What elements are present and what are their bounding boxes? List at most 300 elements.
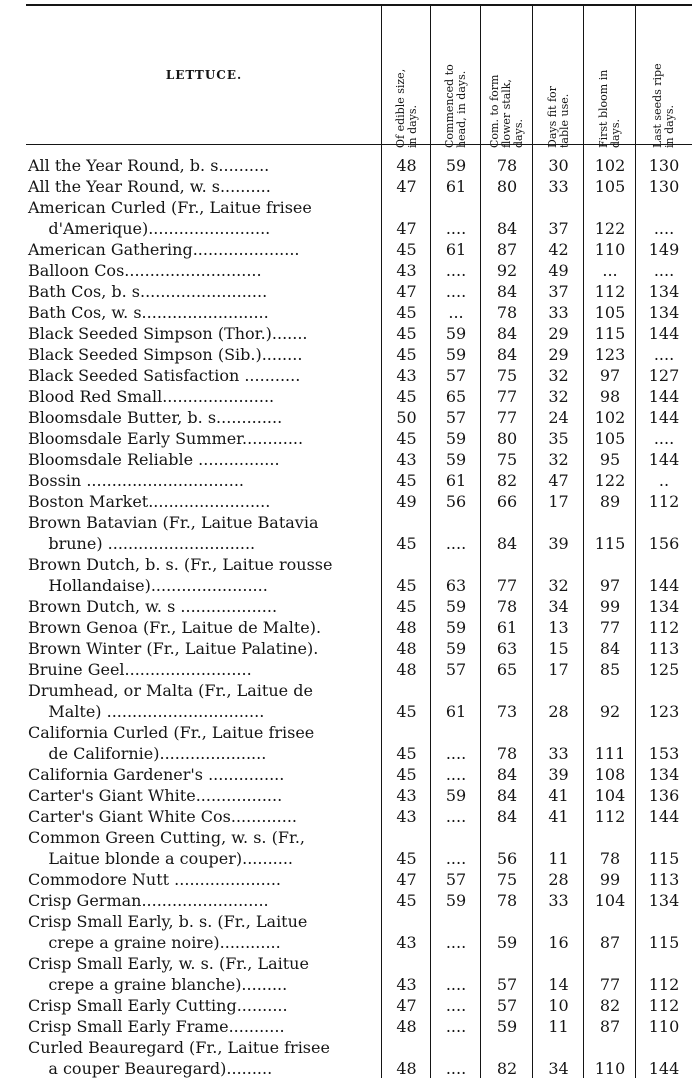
cell-head: 59 (445, 345, 467, 364)
cell-bloom: 87 (599, 1017, 621, 1036)
table-row (26, 155, 692, 176)
table-row (26, 1037, 692, 1079)
cell-seeds: .... (653, 219, 675, 238)
variety-name-line: Drumhead, or Malta (Fr., Laitue de (28, 681, 313, 700)
variety-name-line: California Curled (Fr., Laitue frisee (28, 723, 315, 742)
variety-name (28, 869, 376, 890)
cell-table: 33 (548, 891, 569, 910)
cell-table: 39 (548, 534, 569, 553)
cell-seeds: 149 (648, 240, 680, 259)
variety-name (28, 386, 376, 407)
cell-seeds: 130 (648, 156, 680, 175)
variety-name (28, 449, 376, 470)
cell-stalk: 77 (496, 387, 518, 406)
cell-edible: 45 (396, 345, 417, 364)
variety-name (28, 197, 376, 239)
variety-name (28, 659, 376, 680)
cell-seeds: 153 (648, 744, 680, 763)
variety-name (28, 638, 376, 659)
column-header-line: Last seeds ripe (651, 63, 664, 148)
cell-table: 30 (548, 156, 569, 175)
variety-name-line: All the Year Round, b. s.......... (28, 156, 270, 175)
variety-name (28, 260, 376, 281)
cell-head: .... (445, 261, 467, 280)
variety-name-line: American Curled (Fr., Laitue frisee (28, 198, 312, 217)
cell-edible: 43 (396, 366, 417, 385)
variety-name (28, 155, 376, 176)
cell-stalk: 78 (496, 303, 518, 322)
cell-head: 59 (445, 324, 467, 343)
variety-name (28, 281, 376, 302)
cell-head: 57 (445, 366, 467, 385)
cell-seeds: 123 (648, 702, 680, 721)
cell-edible: 43 (396, 786, 417, 805)
cell-seeds: 144 (648, 450, 680, 469)
cell-stalk: 82 (496, 471, 518, 490)
cell-table: 16 (548, 933, 569, 952)
cell-head: 63 (445, 576, 467, 595)
cell-bloom: 95 (599, 450, 621, 469)
table-row (26, 197, 692, 239)
variety-name (28, 953, 376, 995)
cell-stalk: 63 (496, 639, 518, 658)
variety-name-line: Crisp Small Early Cutting.......... (28, 996, 288, 1015)
cell-head: .... (445, 1017, 467, 1036)
variety-name-line: crepe a graine blanche)......... (28, 975, 288, 994)
cell-bloom: 99 (599, 870, 621, 889)
cell-seeds: 113 (648, 639, 680, 658)
cell-bloom: 102 (594, 408, 626, 427)
cell-seeds: .... (653, 345, 675, 364)
cell-head: ... (448, 303, 464, 322)
cell-head: 59 (445, 156, 467, 175)
cell-head: 59 (445, 891, 467, 910)
variety-name-line: Hollandaise)....................... (28, 576, 268, 595)
cell-table: 32 (548, 387, 569, 406)
cell-seeds: .... (653, 261, 675, 280)
cell-stalk: 75 (496, 870, 518, 889)
cell-head: 59 (445, 429, 467, 448)
cell-table: 37 (548, 219, 569, 238)
cell-edible: 45 (396, 387, 417, 406)
cell-stalk: 84 (496, 324, 518, 343)
variety-name-line: Bossin ............................... (28, 471, 244, 490)
cell-seeds: 115 (648, 933, 680, 952)
cell-stalk: 57 (496, 975, 518, 994)
variety-name-line: Bloomsdale Butter, b. s............. (28, 408, 283, 427)
cell-stalk: 84 (496, 219, 518, 238)
cell-bloom: 105 (594, 429, 626, 448)
cell-table: 32 (548, 576, 569, 595)
cell-bloom: 82 (599, 996, 621, 1015)
cell-seeds: 125 (648, 660, 680, 679)
cell-edible: 45 (396, 576, 417, 595)
cell-table: 32 (548, 366, 569, 385)
cell-table: 11 (548, 1017, 569, 1036)
table-row (26, 722, 692, 764)
cell-table: 42 (548, 240, 569, 259)
cell-edible: 45 (396, 702, 417, 721)
cell-stalk: 65 (496, 660, 518, 679)
variety-name (28, 890, 376, 911)
cell-seeds: 144 (648, 324, 680, 343)
cell-bloom: 108 (594, 765, 626, 784)
column-header-line: Of edible size, (394, 68, 407, 148)
table-row (26, 596, 692, 617)
cell-table: 29 (548, 324, 569, 343)
column-header-line: flower stalk, (500, 79, 513, 148)
cell-stalk: 56 (496, 849, 518, 868)
variety-name (28, 1037, 376, 1079)
cell-seeds: 134 (648, 765, 680, 784)
variety-name-line: Bloomsdale Early Summer............ (28, 429, 304, 448)
cell-table: 17 (548, 492, 569, 511)
variety-name-line: Black Seeded Simpson (Thor.)....... (28, 324, 308, 343)
cell-stalk: 78 (496, 156, 518, 175)
table-row (26, 365, 692, 386)
cell-edible: 45 (396, 240, 417, 259)
cell-stalk: 84 (496, 345, 518, 364)
variety-name-line: Black Seeded Simpson (Sib.)........ (28, 345, 303, 364)
cell-edible: 48 (396, 639, 417, 658)
cell-stalk: 57 (496, 996, 518, 1015)
cell-head: 61 (445, 702, 467, 721)
cell-head: .... (445, 849, 467, 868)
cell-head: 61 (445, 177, 467, 196)
cell-table: 33 (548, 303, 569, 322)
cell-seeds: 115 (648, 849, 680, 868)
variety-name-line: Brown Batavian (Fr., Laitue Batavia (28, 513, 319, 532)
table-row (26, 491, 692, 512)
cell-seeds: .. (658, 471, 670, 490)
cell-seeds: 144 (648, 387, 680, 406)
cell-seeds: 134 (648, 597, 680, 616)
variety-name-line: Curled Beauregard (Fr., Laitue frisee (28, 1038, 330, 1057)
table-row (26, 470, 692, 491)
column-header-line: First bloom in (597, 69, 610, 148)
cell-table: 49 (548, 261, 569, 280)
cell-seeds: 113 (648, 870, 680, 889)
variety-name (28, 470, 376, 491)
table-row (26, 806, 692, 827)
table-title: LETTUCE. (165, 68, 243, 82)
cell-stalk: 92 (496, 261, 518, 280)
table-row (26, 386, 692, 407)
cell-bloom: 98 (599, 387, 621, 406)
table-row (26, 407, 692, 428)
cell-bloom: 112 (594, 282, 626, 301)
cell-edible: 47 (396, 219, 417, 238)
cell-head: .... (445, 807, 467, 826)
variety-name-line: Brown Winter (Fr., Laitue Palatine). (28, 639, 319, 658)
variety-name-line: All the Year Round, w. s.......... (28, 177, 271, 196)
cell-head: .... (445, 1059, 467, 1078)
cell-bloom: ... (602, 261, 618, 280)
cell-edible: 48 (396, 156, 417, 175)
variety-name-line: Bath Cos, b. s......................... (28, 282, 268, 301)
cell-edible: 47 (396, 177, 417, 196)
cell-stalk: 84 (496, 282, 518, 301)
cell-table: 24 (548, 408, 569, 427)
cell-stalk: 87 (496, 240, 518, 259)
cell-table: 41 (548, 786, 569, 805)
cell-seeds: 110 (648, 1017, 680, 1036)
cell-table: 34 (548, 1059, 569, 1078)
table-row (26, 281, 692, 302)
variety-name (28, 344, 376, 365)
cell-seeds: 130 (648, 177, 680, 196)
cell-head: .... (445, 765, 467, 784)
variety-name-line: Common Green Cutting, w. s. (Fr., (28, 828, 305, 847)
cell-table: 28 (548, 702, 569, 721)
variety-name-line: d'Amerique)........................ (28, 219, 271, 238)
cell-head: 59 (445, 618, 467, 637)
cell-table: 34 (548, 597, 569, 616)
table-row (26, 554, 692, 596)
variety-name (28, 491, 376, 512)
variety-name-line: Commodore Nutt ..................... (28, 870, 281, 889)
column-header-line: in days. (663, 104, 676, 148)
variety-name-line: Crisp Small Early, b. s. (Fr., Laitue (28, 912, 308, 931)
cell-table: 41 (548, 807, 569, 826)
cell-stalk: 78 (496, 597, 518, 616)
cell-stalk: 75 (496, 366, 518, 385)
variety-name-line: Bruine Geel......................... (28, 660, 252, 679)
variety-name-line: Balloon Cos........................... (28, 261, 262, 280)
cell-head: 59 (445, 786, 467, 805)
table-row (26, 428, 692, 449)
cell-edible: 45 (396, 891, 417, 910)
variety-name-line: Laitue blonde a couper).......... (28, 849, 293, 868)
cell-bloom: 111 (594, 744, 626, 763)
cell-head: .... (445, 534, 467, 553)
cell-bloom: 115 (594, 324, 626, 343)
cell-head: 59 (445, 597, 467, 616)
cell-stalk: 59 (496, 933, 518, 952)
cell-table: 13 (548, 618, 569, 637)
cell-seeds: 156 (648, 534, 680, 553)
cell-seeds: 134 (648, 282, 680, 301)
variety-name (28, 554, 376, 596)
cell-bloom: 99 (599, 597, 621, 616)
cell-edible: 45 (396, 429, 417, 448)
table-row (26, 260, 692, 281)
cell-edible: 45 (396, 324, 417, 343)
variety-name (28, 1016, 376, 1037)
variety-name (28, 323, 376, 344)
cell-bloom: 89 (599, 492, 621, 511)
cell-edible: 43 (396, 933, 417, 952)
cell-table: 15 (548, 639, 569, 658)
variety-name-line: Blood Red Small...................... (28, 387, 275, 406)
cell-bloom: 104 (594, 786, 626, 805)
table-row (26, 239, 692, 260)
cell-stalk: 78 (496, 891, 518, 910)
cell-seeds: 144 (648, 576, 680, 595)
variety-name (28, 365, 376, 386)
cell-seeds: .... (653, 429, 675, 448)
cell-table: 29 (548, 345, 569, 364)
cell-bloom: 110 (594, 1059, 626, 1078)
cell-stalk: 73 (496, 702, 518, 721)
cell-table: 10 (548, 996, 569, 1015)
table-row (26, 953, 692, 995)
table-row (26, 785, 692, 806)
cell-seeds: 112 (648, 975, 680, 994)
cell-head: 56 (445, 492, 467, 511)
cell-bloom: 97 (599, 576, 621, 595)
cell-head: 59 (445, 639, 467, 658)
column-header-line: Days fit for (546, 86, 559, 148)
cell-edible: 47 (396, 870, 417, 889)
cell-edible: 50 (396, 408, 417, 427)
variety-name-line: Carter's Giant White................. (28, 786, 283, 805)
table-row (26, 890, 692, 911)
cell-edible: 47 (396, 996, 417, 1015)
variety-name-line: Crisp Small Early Frame........... (28, 1017, 285, 1036)
cell-head: .... (445, 282, 467, 301)
cell-bloom: 77 (599, 618, 621, 637)
cell-stalk: 82 (496, 1059, 518, 1078)
cell-stalk: 80 (496, 177, 518, 196)
table-row (26, 869, 692, 890)
cell-table: 47 (548, 471, 569, 490)
table-row (26, 680, 692, 722)
cell-stalk: 84 (496, 807, 518, 826)
cell-head: .... (445, 975, 467, 994)
cell-edible: 49 (396, 492, 417, 511)
variety-name-line: Boston Market........................ (28, 492, 271, 511)
cell-table: 28 (548, 870, 569, 889)
cell-bloom: 97 (599, 366, 621, 385)
table-row (26, 638, 692, 659)
variety-name-line: Black Seeded Satisfaction ........... (28, 366, 301, 385)
cell-bloom: 84 (599, 639, 621, 658)
cell-stalk: 84 (496, 786, 518, 805)
cell-stalk: 61 (496, 618, 518, 637)
cell-head: .... (445, 933, 467, 952)
cell-stalk: 78 (496, 744, 518, 763)
cell-edible: 43 (396, 807, 417, 826)
cell-bloom: 123 (594, 345, 626, 364)
cell-seeds: 144 (648, 1059, 680, 1078)
cell-seeds: 144 (648, 408, 680, 427)
table-row (26, 449, 692, 470)
cell-bloom: 92 (599, 702, 621, 721)
cell-edible: 45 (396, 849, 417, 868)
variety-name (28, 512, 376, 554)
variety-name-line: a couper Beauregard)......... (28, 1059, 273, 1078)
variety-name-line: de Californie)..................... (28, 744, 267, 763)
variety-name-line: Carter's Giant White Cos............. (28, 807, 297, 826)
variety-name-line: Crisp German......................... (28, 891, 269, 910)
cell-table: 17 (548, 660, 569, 679)
cell-seeds: 127 (648, 366, 680, 385)
top-rule (26, 4, 692, 6)
cell-head: 57 (445, 870, 467, 889)
cell-head: 57 (445, 408, 467, 427)
cell-head: 57 (445, 660, 467, 679)
cell-edible: 48 (396, 618, 417, 637)
variety-name-line: crepe a graine noire)............ (28, 933, 281, 952)
cell-bloom: 102 (594, 156, 626, 175)
cell-edible: 48 (396, 1059, 417, 1078)
cell-bloom: 122 (594, 219, 626, 238)
cell-edible: 48 (396, 1017, 417, 1036)
variety-name-line: Bath Cos, w. s......................... (28, 303, 269, 322)
variety-name (28, 827, 376, 869)
column-header-line: days. (512, 119, 525, 148)
variety-name (28, 617, 376, 638)
cell-bloom: 115 (594, 534, 626, 553)
cell-head: 61 (445, 471, 467, 490)
table-row (26, 323, 692, 344)
cell-bloom: 104 (594, 891, 626, 910)
cell-seeds: 134 (648, 891, 680, 910)
cell-bloom: 122 (594, 471, 626, 490)
variety-name (28, 176, 376, 197)
variety-name (28, 302, 376, 323)
cell-edible: 45 (396, 303, 417, 322)
cell-table: 35 (548, 429, 569, 448)
table-row (26, 512, 692, 554)
cell-bloom: 105 (594, 177, 626, 196)
cell-bloom: 85 (599, 660, 621, 679)
variety-name-line: Brown Dutch, b. s. (Fr., Laitue rousse (28, 555, 333, 574)
cell-edible: 43 (396, 261, 417, 280)
column-header-line: Com. to form (488, 74, 501, 148)
cell-edible: 48 (396, 660, 417, 679)
variety-name (28, 785, 376, 806)
cell-head: .... (445, 996, 467, 1015)
cell-table: 11 (548, 849, 569, 868)
table-row (26, 827, 692, 869)
cell-bloom: 105 (594, 303, 626, 322)
cell-table: 33 (548, 177, 569, 196)
variety-name-line: Brown Genoa (Fr., Laitue de Malte). (28, 618, 322, 637)
cell-seeds: 136 (648, 786, 680, 805)
column-header-line: head, in days. (455, 70, 468, 148)
variety-name (28, 764, 376, 785)
column-header-line: table use. (558, 93, 571, 148)
cell-table: 14 (548, 975, 569, 994)
cell-stalk: 75 (496, 450, 518, 469)
cell-table: 33 (548, 744, 569, 763)
variety-name-line: brune) ............................. (28, 534, 256, 553)
table-row (26, 344, 692, 365)
cell-table: 32 (548, 450, 569, 469)
variety-name (28, 239, 376, 260)
variety-name-line: American Gathering..................... (28, 240, 300, 259)
variety-name-line: Bloomsdale Reliable ................ (28, 450, 280, 469)
variety-name-line: California Gardener's ............... (28, 765, 285, 784)
cell-edible: 45 (396, 534, 417, 553)
cell-head: .... (445, 744, 467, 763)
cell-table: 39 (548, 765, 569, 784)
table-row (26, 911, 692, 953)
cell-edible: 43 (396, 450, 417, 469)
cell-head: 59 (445, 450, 467, 469)
variety-name-line: Malte) ............................... (28, 702, 265, 721)
table-row (26, 764, 692, 785)
cell-seeds: 112 (648, 996, 680, 1015)
table-row (26, 176, 692, 197)
table-row (26, 1016, 692, 1037)
cell-head: .... (445, 219, 467, 238)
variety-name (28, 911, 376, 953)
variety-name (28, 995, 376, 1016)
cell-bloom: 112 (594, 807, 626, 826)
